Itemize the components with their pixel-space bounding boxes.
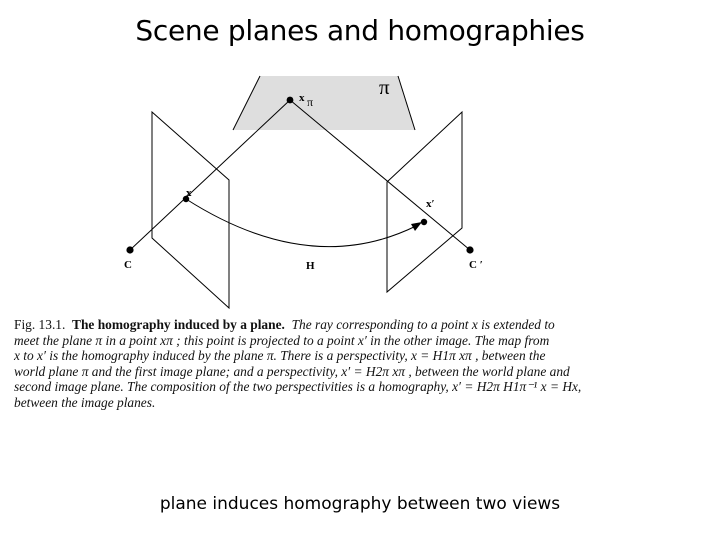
caption-line-6: between the image planes. [14,394,156,410]
slide-footer-text: plane induces homography between two views [159,494,561,514]
caption-line-1-text: The ray corresponding to a point x is extended to [291,317,555,332]
camera-center-c [126,246,133,253]
label-pi: π [379,75,390,99]
caption-line-3: x to x′ is the homography induced by the plane π. There is a perspectivity, x = H1π xπ , between the [14,348,546,364]
caption-line-4: world plane π and the first image plane; and a perspectivity, x′ = H2π xπ , between the world plane and [14,363,570,379]
right-image-plane [387,112,462,292]
caption-heading: The homography induced by a plane. [72,317,285,332]
label-c-prime: C ′ [469,259,483,271]
homography-arrowhead [411,222,422,231]
left-image-plane [152,112,229,308]
figure-caption [14,317,704,411]
ray-left [130,100,290,250]
caption-line-1 [14,317,704,333]
label-x-pi: x [299,92,305,104]
point-x-prime [421,219,427,225]
label-h: H [306,260,315,272]
caption-line-2: meet the plane π in a point xπ ; this point is projected to a point x′ in the other image. The map from [14,332,550,348]
homography-diagram [0,60,720,310]
camera-center-c-prime [466,246,473,253]
homography-arc [186,199,416,247]
homography-figure [0,60,720,310]
slide-title: Scene planes and homographies [135,14,585,47]
caption-line-5: second image plane. The composition of the two perspectivities is a homography, x′ = H2π H1π⁻¹ x = Hx, [14,379,582,395]
label-x-pi-subscript: π [307,95,314,109]
label-c: C [124,259,132,271]
label-x-prime: x′ [426,198,435,210]
label-x: x [186,187,192,199]
point-x-pi [287,97,294,104]
caption-figure-number: Fig. 13.1. [14,317,66,332]
